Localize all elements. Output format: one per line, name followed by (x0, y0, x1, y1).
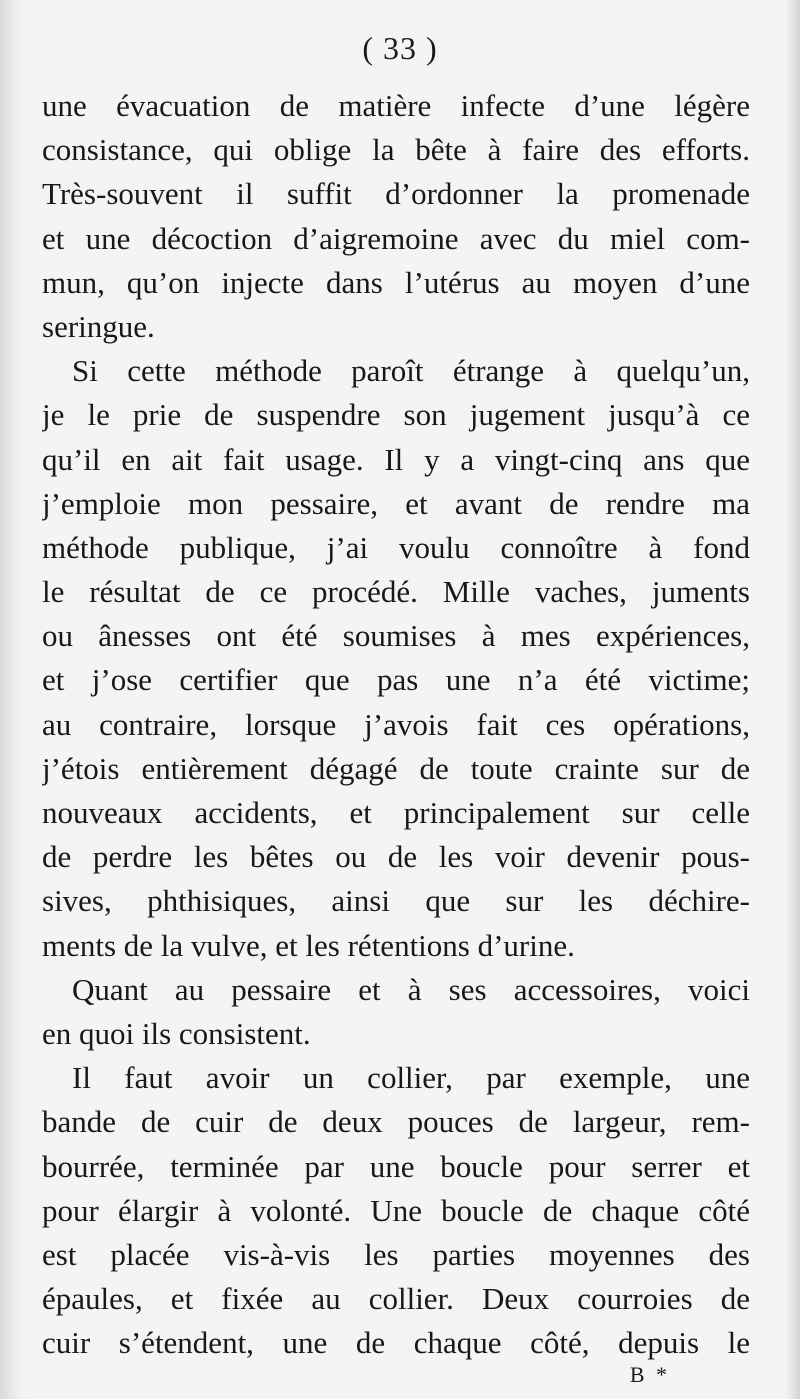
text-line: ou ânesses ont été soumises à mes expériences, (42, 618, 750, 654)
text-line: j’étois entièrement dégagé de toute crainte sur de (42, 750, 750, 786)
text-line: Il faut avoir un collier, par exemple, une (72, 1060, 750, 1096)
text-line: et j’ose certifier que pas une n’a été victime; (42, 662, 750, 698)
text-line: sives, phthisiques, ainsi que sur les déchire- (42, 883, 750, 919)
text-line: Quant au pessaire et à ses accessoires, voici (72, 971, 750, 1007)
page-right-edge (786, 0, 800, 1399)
text-line: en quoi ils consistent. (42, 1015, 311, 1051)
text-line: une évacuation de matière infecte d’une légère (42, 88, 750, 123)
text-line: Si cette méthode paroît étrange à quelqu’un, (72, 353, 750, 389)
page-number: ( 33 ) (362, 30, 438, 66)
text-line: cuir s’étendent, une de chaque côté, depuis le (42, 1325, 750, 1361)
text-line: au contraire, lorsque j’avois fait ces opérations, (42, 706, 750, 742)
text-line: Très-souvent il suffit d’ordonner la promenade (42, 176, 750, 212)
page-left-edge (0, 0, 28, 1399)
text-line: bourrée, terminée par une boucle pour serrer et (42, 1148, 750, 1184)
text-line: bande de cuir de deux pouces de largeur, rem- (42, 1104, 750, 1140)
text-line: j’emploie mon pessaire, et avant de rendre ma (42, 485, 750, 521)
body-text (42, 84, 750, 1365)
text-line: mun, qu’on injecte dans l’utérus au moyen d’une (42, 264, 750, 300)
text-line: seringue. (42, 308, 155, 344)
text-line: nouveaux accidents, et principalement sur celle (42, 795, 750, 830)
text-line: le résultat de ce procédé. Mille vaches, juments (42, 574, 750, 610)
text-line: je le prie de suspendre son jugement jusqu’à ce (42, 397, 750, 433)
text-line: de perdre les bêtes ou de les voir devenir pous- (42, 839, 750, 875)
printer-signature-mark: B * (629, 1362, 670, 1387)
text-line: ments de la vulve, et les rétentions d’urine. (42, 927, 575, 963)
text-line: épaules, et fixée au collier. Deux courroies de (42, 1281, 750, 1317)
text-line: qu’il en ait fait usage. Il y a vingt-cinq ans que (42, 441, 750, 477)
text-line: et une décoction d’aigremoine avec du miel com- (42, 220, 750, 256)
text-line: méthode publique, j’ai voulu connoître à fond (42, 529, 750, 565)
text-line: est placée vis-à-vis les parties moyennes des (42, 1236, 750, 1272)
text-line: consistance, qui oblige la bête à faire des efforts. (42, 132, 750, 168)
text-line: pour élargir à volonté. Une boucle de chaque côté (42, 1192, 750, 1228)
